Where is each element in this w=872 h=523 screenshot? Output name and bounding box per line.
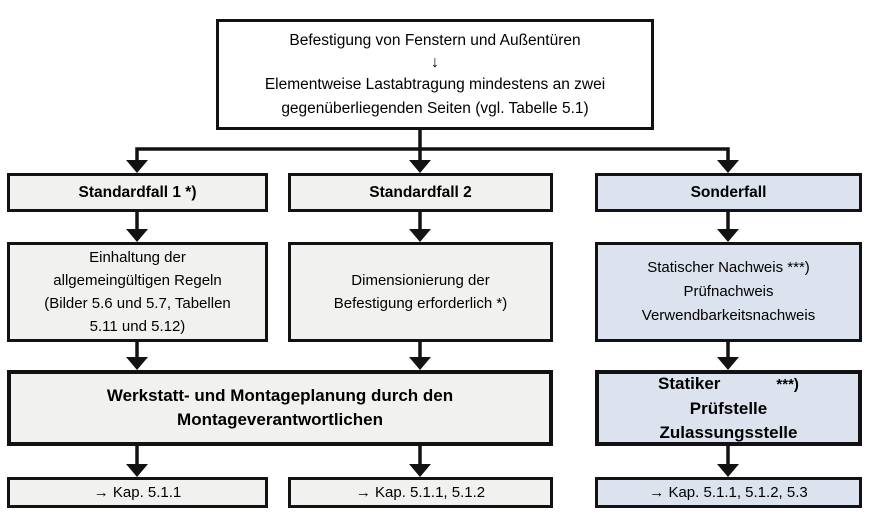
planning-line: Montageverantwortlichen: [177, 410, 383, 429]
root-subtitle-line: Elementweise Lastabtragung mindestens an zwei: [264, 75, 606, 93]
dimensionierung-box: [288, 242, 553, 342]
einhaltung-regeln-box: [7, 242, 268, 342]
arrowhead: [126, 160, 148, 173]
down-arrow-glyph: ↓: [431, 53, 439, 71]
root-title: Befestigung von Fenstern und Außentüren: [289, 31, 581, 49]
root-subtitle-line: gegenüberliegenden Seiten (vgl. Tabelle 5.1): [281, 99, 589, 117]
werkstatt-montageplanung-box: [7, 370, 553, 446]
planning-line: Werkstatt- und Montageplanung durch den: [106, 386, 454, 405]
arrowhead: [409, 229, 431, 242]
detail-line: allgemeingültigen Regeln: [53, 272, 222, 289]
arrowhead: [717, 160, 739, 173]
arrowhead: [717, 357, 739, 370]
detail-line: Statischer Nachweis ***): [647, 259, 810, 276]
arrowhead: [409, 160, 431, 173]
kap-5-1-1-5-1-2-box: → Kap. 5.1.1, 5.1.2: [288, 477, 553, 508]
arrowhead: [717, 229, 739, 242]
detail-line: Verwendbarkeitsnachweis: [641, 307, 816, 324]
detail-line: Befestigung erforderlich *): [333, 295, 508, 312]
detail-line: Dimensionierung der: [351, 272, 490, 289]
kap-5-1-1-5-1-2-5-3-box: → Kap. 5.1.1, 5.1.2, 5.3: [595, 477, 862, 508]
statiker-pruefstelle-box: [595, 370, 862, 446]
detail-line: Prüfnachweis: [683, 283, 774, 300]
detail-line: 5.11 und 5.12): [89, 318, 186, 335]
actor-note: ***): [776, 375, 799, 393]
arrowhead: [126, 357, 148, 370]
arrowhead: [126, 229, 148, 242]
actor-line: Prüfstelle: [689, 398, 768, 418]
sonderfall-box: Sonderfall: [595, 173, 862, 212]
arrowhead: [126, 464, 148, 477]
arrowhead: [409, 464, 431, 477]
actor-line: Zulassungsstelle: [659, 422, 798, 442]
statischer-nachweis-box: [595, 242, 862, 342]
connector-details-to-planning: [126, 340, 739, 370]
actor-statiker: Statiker: [658, 373, 721, 393]
arrowhead: [409, 357, 431, 370]
connector-headers-to-details: [126, 209, 739, 242]
actor-line: [658, 372, 799, 397]
standardfall-1-box: Standardfall 1 *): [7, 173, 268, 212]
arrowhead: [717, 464, 739, 477]
branch-connector-root: [126, 128, 739, 173]
root-box: [216, 19, 654, 130]
standardfall-2-box: Standardfall 2: [288, 173, 553, 212]
detail-line: (Bilder 5.6 und 5.7, Tabellen: [44, 295, 231, 312]
connector-planning-to-chapters: [126, 444, 739, 477]
kap-5-1-1-box: → Kap. 5.1.1: [7, 477, 268, 508]
detail-line: Einhaltung der: [89, 249, 186, 266]
